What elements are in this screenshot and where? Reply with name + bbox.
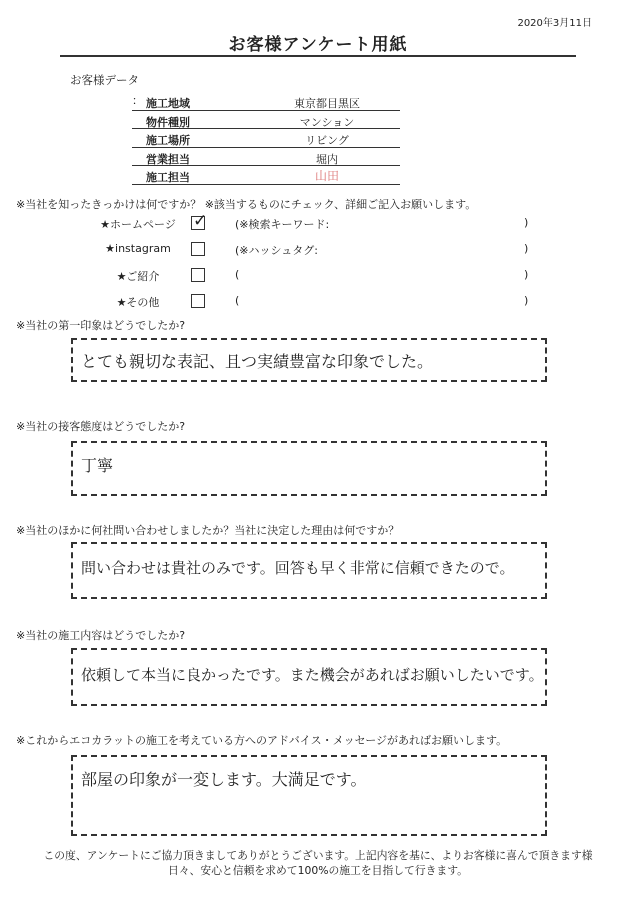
q5-answer-text: 依頼して本当に良かったです。また機会があればお願いしたいです。 [81,666,544,684]
source-detail: (※ハッシュタグ: [235,244,318,257]
source-detail-close: ) [524,294,529,307]
source-detail-close: ) [524,268,529,281]
source-checkbox[interactable] [191,242,205,256]
source-checkbox[interactable] [191,268,205,282]
q6-answer-text: 部屋の印象が一変します。大満足です。 [81,770,367,789]
title-underline [60,55,576,57]
source-option-homepage[interactable] [0,211,636,234]
source-option-referral[interactable] [0,268,636,286]
check-mark-icon: ✓ [193,211,208,231]
data-row-location [132,129,400,148]
q6-answer-box[interactable] [71,755,547,836]
data-label: 物件種別 [146,115,190,129]
q6-heading: ※これからエコカラットの施工を考えている方へのアドバイス・メッセージがあればお願いします。 [16,734,508,747]
source-detail: ( [235,268,240,281]
q5-heading: ※当社の施工内容はどうでしたか? [16,629,186,642]
source-detail-close: ) [524,216,529,229]
data-value: マンション [299,115,355,129]
data-row-sales-rep [132,148,400,167]
source-label: ★instagram [105,242,171,255]
data-value-handwritten: 山田 [314,169,339,183]
footer-line-1: この度、アンケートにご協力頂きましてありがとうございます。上記内容を基に、よりお客様に喜んで頂きます様 [43,849,593,862]
footer-message [30,848,606,878]
data-value: リビング [305,134,349,147]
q1-heading: ※当社を知ったきっかけは何ですか？ ※該当するものにチェック、詳細ご記入お願いします。 [16,198,477,211]
data-label: 施工場所 [146,134,190,147]
data-row-installer [132,166,400,185]
q4-heading: ※当社のほかに何社問い合わせしましたか？当社に決定した理由は何ですか？ [16,524,400,537]
customer-data-table [132,92,400,185]
q2-answer-text: とても親切な表記、且つ実績豊富な印象でした。 [81,352,434,371]
q5-answer-box[interactable] [71,648,547,706]
q2-answer-box[interactable] [71,338,547,382]
source-checkbox[interactable] [191,294,205,308]
q2-heading: ※当社の第一印象はどうでしたか? [16,319,186,332]
data-row-property-type [132,111,400,130]
footer-line-2: 日々、安心と信頼を求めて100%の施工を目指して行きます。 [168,864,468,877]
data-row-area: 施工地域 ： 東京都目黒区 [132,92,400,111]
data-value: 堀内 [316,152,338,166]
source-detail: ( [235,294,240,307]
source-option-instagram[interactable] [0,242,636,260]
data-label: 施工地域 [146,97,190,110]
data-value: 東京都目黒区 [294,97,360,110]
q3-heading: ※当社の接客態度はどうでしたか? [16,420,186,433]
data-label: 施工担当 [146,171,190,184]
q3-answer-box[interactable] [71,441,547,496]
customer-data-heading: お客様データ [70,73,139,87]
q4-answer-text: 問い合わせは貴社のみです。回答も早く非常に信頼できたので。 [81,559,515,577]
source-detail: (※検索キーワード: [235,218,330,231]
source-label: ★その他 [116,296,160,309]
source-label: ★ご紹介 [116,270,160,283]
source-detail-close: ) [524,242,529,255]
q3-answer-text: 丁寧 [81,456,114,475]
source-label: ★ホームページ [100,218,176,231]
q4-answer-box[interactable] [71,542,547,599]
page-title: お客様アンケート用紙 [228,35,408,55]
source-option-other[interactable] [0,294,636,312]
survey-date: 2020年3月11日 [517,18,592,29]
data-label: 営業担当 [146,152,190,166]
